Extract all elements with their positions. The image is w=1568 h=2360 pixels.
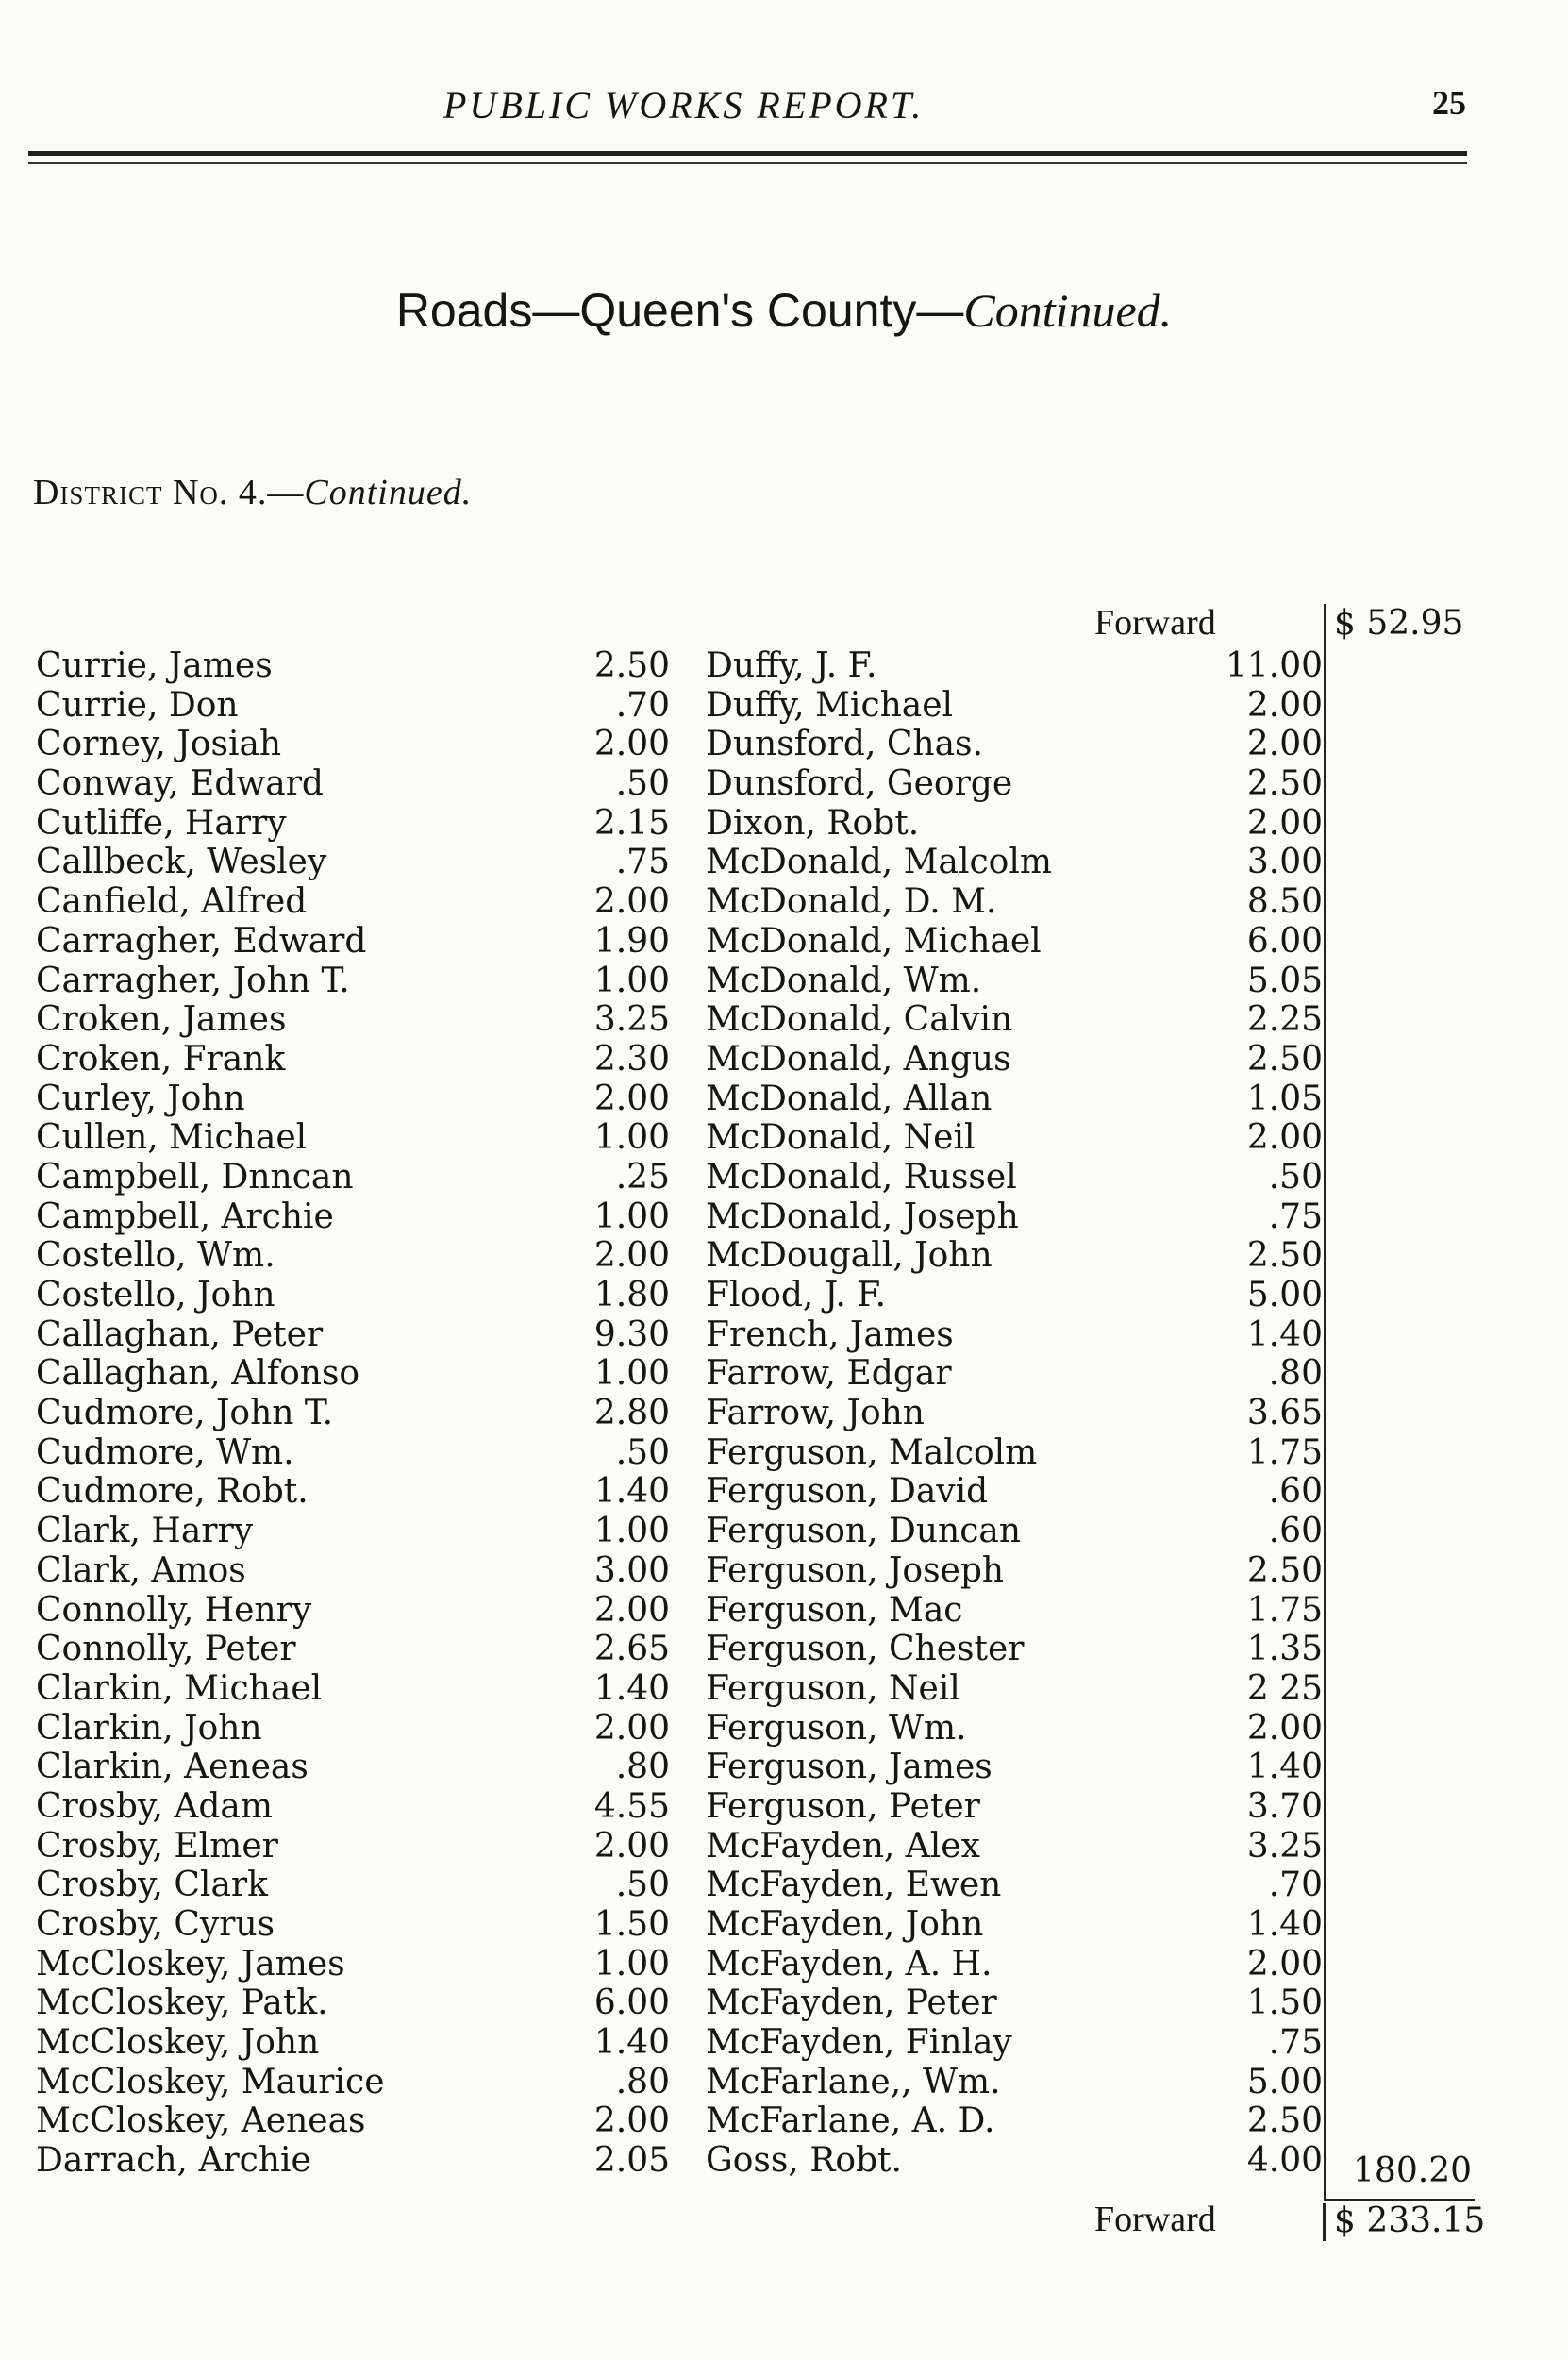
section-title [0, 283, 1568, 338]
left-entry-name: Canfield, Alfred [36, 882, 308, 922]
right-entry-name: McDonald, Neil [706, 1118, 976, 1158]
ledger-row [0, 725, 1568, 764]
right-entry-name: Farrow, Edgar [706, 1354, 952, 1394]
right-entry-amount: 2.00 [1246, 1118, 1323, 1158]
left-entry-name: Darrach, Archie [36, 2141, 311, 2181]
right-entry-amount: .60 [1268, 1472, 1323, 1512]
left-entry-amount: 1.90 [593, 921, 670, 961]
right-entry-name: McDonald, Malcolm [706, 843, 1052, 882]
left-entry-name: Clark, Amos [36, 1550, 246, 1590]
ledger-row [0, 1158, 1568, 1197]
ledger-row [0, 764, 1568, 804]
left-entry-amount: 2.15 [593, 803, 670, 843]
forward-in-label: Forward [1094, 603, 1216, 643]
left-entry-name: Carragher, Edward [36, 921, 367, 961]
right-entry-name: McFayden, John [706, 1905, 984, 1944]
ledger-row [0, 1669, 1568, 1709]
left-entry-name: Crosby, Clark [36, 1866, 268, 1905]
forward-out-rule [1323, 2203, 1326, 2241]
left-entry-name: Currie, Don [36, 685, 239, 725]
right-entry-amount: 3.25 [1246, 1826, 1323, 1866]
ledger-row [0, 1512, 1568, 1551]
right-entry-name: McDonald, Allan [706, 1079, 993, 1118]
right-entry-name: McFayden, A. H. [706, 1944, 993, 1983]
right-entry-name: Ferguson, David [706, 1472, 989, 1512]
right-entry-name: Ferguson, Joseph [706, 1550, 1005, 1590]
right-entry-amount: 3.65 [1246, 1394, 1323, 1433]
right-entry-name: Ferguson, Wm. [706, 1708, 967, 1748]
right-entry-amount: 11.00 [1225, 646, 1323, 685]
ledger-row [0, 2023, 1568, 2063]
left-entry-name: Clark, Harry [36, 1512, 254, 1551]
right-entry-name: McFarlane,, Wm. [706, 2062, 1001, 2101]
right-entry-amount: 2.50 [1246, 764, 1323, 804]
left-entry-amount: 3.25 [593, 1000, 670, 1040]
right-entry-amount: 5.05 [1246, 961, 1323, 1000]
right-entry-amount: 6.00 [1246, 921, 1323, 961]
right-entry-amount: 1.75 [1246, 1432, 1323, 1472]
left-entry-amount: 4.55 [593, 1786, 670, 1826]
left-entry-amount: 1.00 [593, 961, 670, 1000]
ledger-row [0, 1945, 1568, 1984]
left-entry-amount: 2.00 [593, 725, 670, 764]
right-entry-name: McDonald, Angus [706, 1039, 1011, 1079]
left-entry-amount: 3.00 [593, 1550, 670, 1590]
right-entry-name: McFayden, Finlay [706, 2023, 1012, 2063]
right-entry-name: Ferguson, Chester [706, 1630, 1025, 1669]
ledger-row [0, 843, 1568, 882]
right-entry-amount: 5.00 [1246, 2062, 1323, 2101]
ledger-row [0, 1433, 1568, 1473]
right-entry-name: Ferguson, James [706, 1748, 993, 1787]
ledger-row [0, 1827, 1568, 1866]
right-entry-amount: 1.40 [1246, 1314, 1323, 1354]
left-entry-name: Crosby, Cyrus [36, 1905, 275, 1944]
left-entry-name: McCloskey, Patk. [36, 1983, 328, 2023]
right-entry-name: Duffy, Michael [706, 685, 954, 725]
ledger-row [0, 1905, 1568, 1945]
left-entry-name: Cudmore, Wm. [36, 1432, 294, 1472]
ledger-row [0, 1709, 1568, 1749]
right-entry-amount: 1.40 [1246, 1905, 1323, 1944]
right-entry-name: Farrow, John [706, 1394, 925, 1433]
ledger-row [0, 1118, 1568, 1158]
left-entry-name: Cullen, Michael [36, 1118, 308, 1158]
right-entry-amount: 2.50 [1246, 1236, 1323, 1276]
left-entry-name: Cudmore, Robt. [36, 1472, 309, 1512]
right-entry-amount: .50 [1268, 1157, 1323, 1197]
left-entry-amount: 2.05 [593, 2141, 670, 2181]
right-entry-amount: 5.00 [1246, 1276, 1323, 1314]
ledger-row [0, 2063, 1568, 2102]
right-entry-amount: .80 [1268, 1354, 1323, 1394]
right-entry-name: Duffy, J. F. [706, 646, 877, 685]
right-entry-amount: 2.00 [1246, 1708, 1323, 1748]
ledger-row [0, 1591, 1568, 1631]
right-entry-amount: .75 [1268, 1197, 1323, 1236]
forward-out-label: Forward [1094, 2200, 1216, 2239]
ledger-entries [0, 646, 1568, 2181]
ledger-row [0, 2141, 1568, 2181]
ledger-row [0, 1197, 1568, 1237]
right-entry-name: McDonald, Calvin [706, 1000, 1013, 1040]
left-entry-amount: 1.00 [593, 1944, 670, 1983]
district-heading [33, 472, 472, 513]
section-title-main: Roads—Queen's County— [395, 284, 964, 337]
left-entry-name: Crosby, Elmer [36, 1826, 278, 1866]
right-entry-name: Flood, J. F. [706, 1276, 887, 1314]
ledger-row [0, 1630, 1568, 1669]
left-entry-amount: 6.00 [593, 1983, 670, 2023]
left-entry-name: Campbell, Archie [36, 1197, 334, 1236]
left-entry-name: McCloskey, James [36, 1944, 345, 1983]
forward-out-amount: $ 233.15 [1334, 2201, 1486, 2240]
left-entry-name: Cudmore, John T. [36, 1394, 334, 1433]
left-entry-amount: 9.30 [593, 1314, 670, 1354]
district-continued: Continued. [304, 473, 473, 512]
left-entry-amount: 2.30 [593, 1039, 670, 1079]
left-entry-name: Callbeck, Wesley [36, 843, 327, 882]
right-entry-amount: 1.75 [1246, 1590, 1323, 1630]
left-entry-amount: 2.00 [593, 1708, 670, 1748]
ledger-row [0, 882, 1568, 922]
forward-in-amount: $ 52.95 [1334, 604, 1464, 643]
right-entry-amount: .70 [1268, 1866, 1323, 1905]
right-entry-name: McDougall, John [706, 1236, 993, 1276]
left-entry-amount: .80 [615, 1748, 670, 1787]
left-entry-name: Connolly, Henry [36, 1590, 312, 1630]
left-entry-name: Callaghan, Alfonso [36, 1354, 360, 1394]
header-rule-thick [28, 151, 1467, 156]
ledger-row [0, 1394, 1568, 1433]
left-entry-amount: 2.50 [593, 646, 670, 685]
right-entry-amount: 1.40 [1246, 1748, 1323, 1787]
left-entry-name: Carragher, John T. [36, 961, 350, 1000]
right-entry-name: McFarlane, A. D. [706, 2101, 995, 2141]
left-entry-name: Costello, Wm. [36, 1236, 275, 1276]
left-entry-amount: 2.00 [593, 1590, 670, 1630]
left-entry-name: Croken, James [36, 1000, 287, 1040]
ledger-row [0, 962, 1568, 1001]
ledger-row [0, 804, 1568, 844]
ledger-row [0, 1866, 1568, 1905]
right-entry-amount: 1.35 [1246, 1630, 1323, 1669]
left-entry-amount: 1.00 [593, 1354, 670, 1394]
right-entry-amount: 4.00 [1246, 2141, 1323, 2181]
ledger-row [0, 1551, 1568, 1591]
left-entry-name: Campbell, Dnncan [36, 1157, 354, 1197]
left-entry-name: Conway, Edward [36, 764, 324, 804]
left-entry-name: Cutliffe, Harry [36, 803, 287, 843]
ledger-row [0, 1276, 1568, 1315]
right-entry-amount: 2.50 [1246, 1550, 1323, 1590]
left-entry-name: McCloskey, Aeneas [36, 2101, 366, 2141]
right-entry-amount: 8.50 [1246, 882, 1323, 922]
right-entry-name: McFayden, Peter [706, 1983, 997, 2023]
right-entry-name: McFayden, Ewen [706, 1866, 1002, 1905]
right-entry-name: McDonald, Wm. [706, 961, 982, 1000]
right-entry-amount: 2 25 [1246, 1668, 1323, 1708]
left-entry-amount: 2.65 [593, 1630, 670, 1669]
right-entry-name: Dixon, Robt. [706, 803, 920, 843]
ledger-row [0, 1787, 1568, 1827]
left-entry-amount: 2.00 [593, 882, 670, 922]
column-subtotal: 180.20 [1353, 2151, 1472, 2190]
left-entry-name: Clarkin, Michael [36, 1668, 323, 1708]
left-entry-amount: .75 [615, 843, 670, 882]
ledger-row [0, 646, 1568, 686]
left-entry-amount: 2.00 [593, 2101, 670, 2141]
ledger-row [0, 922, 1568, 962]
left-entry-amount: 1.80 [593, 1276, 670, 1314]
right-entry-name: McFayden, Alex [706, 1826, 980, 1866]
left-entry-name: Clarkin, Aeneas [36, 1748, 309, 1787]
running-header-title: PUBLIC WORKS REPORT. [443, 84, 925, 126]
right-entry-name: Ferguson, Neil [706, 1668, 960, 1708]
ledger-row [0, 1315, 1568, 1355]
right-entry-amount: 2.25 [1246, 1000, 1323, 1040]
ledger-row [0, 1040, 1568, 1080]
ledger-row [0, 1236, 1568, 1276]
right-entry-amount: .75 [1268, 2023, 1323, 2063]
right-entry-amount: .60 [1268, 1512, 1323, 1551]
left-entry-amount: 2.00 [593, 1236, 670, 1276]
header-rule-thin [28, 162, 1467, 164]
left-entry-amount: 2.80 [593, 1394, 670, 1433]
left-entry-name: Croken, Frank [36, 1039, 286, 1079]
ledger-row [0, 1472, 1568, 1512]
right-entry-name: McDonald, Russel [706, 1157, 1017, 1197]
right-entry-amount: 2.00 [1246, 1944, 1323, 1983]
left-entry-amount: 1.00 [593, 1197, 670, 1236]
left-entry-amount: .50 [615, 764, 670, 804]
ledger-row [0, 1748, 1568, 1787]
left-entry-amount: .70 [615, 685, 670, 725]
left-entry-amount: 1.40 [593, 1472, 670, 1512]
section-title-continued: Continued. [963, 284, 1173, 337]
left-entry-name: Crosby, Adam [36, 1786, 274, 1826]
left-entry-amount: 2.00 [593, 1826, 670, 1866]
left-entry-name: Costello, John [36, 1276, 275, 1314]
left-entry-name: Currie, James [36, 646, 273, 685]
left-entry-amount: 1.40 [593, 2023, 670, 2063]
right-entry-amount: 2.00 [1246, 725, 1323, 764]
left-entry-name: McCloskey, Maurice [36, 2062, 385, 2101]
right-entry-amount: 3.00 [1246, 843, 1323, 882]
ledger-row [0, 1000, 1568, 1040]
right-entry-name: McDonald, Joseph [706, 1197, 1019, 1236]
district-label: District No. 4.— [33, 473, 305, 512]
left-entry-amount: 1.40 [593, 1668, 670, 1708]
left-entry-name: Clarkin, John [36, 1708, 262, 1748]
right-entry-name: Dunsford, George [706, 764, 1013, 804]
subtotal-rule [1324, 2199, 1475, 2201]
left-entry-amount: .25 [615, 1157, 670, 1197]
right-entry-name: Ferguson, Peter [706, 1786, 980, 1826]
left-entry-name: Callaghan, Peter [36, 1314, 324, 1354]
ledger-row [0, 1080, 1568, 1119]
left-entry-amount: 1.50 [593, 1905, 670, 1944]
ledger-row [0, 686, 1568, 726]
right-entry-amount: 2.00 [1246, 803, 1323, 843]
right-entry-name: McDonald, D. M. [706, 882, 997, 922]
left-entry-name: Corney, Josiah [36, 725, 282, 764]
right-entry-name: Ferguson, Mac [706, 1590, 963, 1630]
left-entry-amount: 2.00 [593, 1079, 670, 1118]
right-entry-name: Dunsford, Chas. [706, 725, 983, 764]
ledger-row [0, 1983, 1568, 2023]
right-entry-name: Goss, Robt. [706, 2141, 903, 2181]
right-entry-amount: 1.05 [1246, 1079, 1323, 1118]
right-entry-name: Ferguson, Malcolm [706, 1432, 1038, 1472]
right-entry-name: McDonald, Michael [706, 921, 1042, 961]
right-entry-name: French, James [706, 1314, 954, 1354]
right-entry-amount: 2.00 [1246, 685, 1323, 725]
left-entry-name: McCloskey, John [36, 2023, 320, 2063]
ledger-row [0, 1354, 1568, 1394]
right-entry-name: Ferguson, Duncan [706, 1512, 1022, 1551]
right-entry-amount: 1.50 [1246, 1983, 1323, 2023]
left-entry-amount: .50 [615, 1866, 670, 1905]
right-entry-amount: 2.50 [1246, 2101, 1323, 2141]
left-entry-amount: 1.00 [593, 1118, 670, 1158]
left-entry-name: Connolly, Peter [36, 1630, 296, 1669]
right-entry-amount: 3.70 [1246, 1786, 1323, 1826]
page-number: 25 [1432, 84, 1466, 122]
left-entry-name: Curley, John [36, 1079, 245, 1118]
right-entry-amount: 2.50 [1246, 1039, 1323, 1079]
ledger-row [0, 2101, 1568, 2141]
left-entry-amount: 1.00 [593, 1512, 670, 1551]
left-entry-amount: .50 [615, 1432, 670, 1472]
left-entry-amount: .80 [615, 2062, 670, 2101]
